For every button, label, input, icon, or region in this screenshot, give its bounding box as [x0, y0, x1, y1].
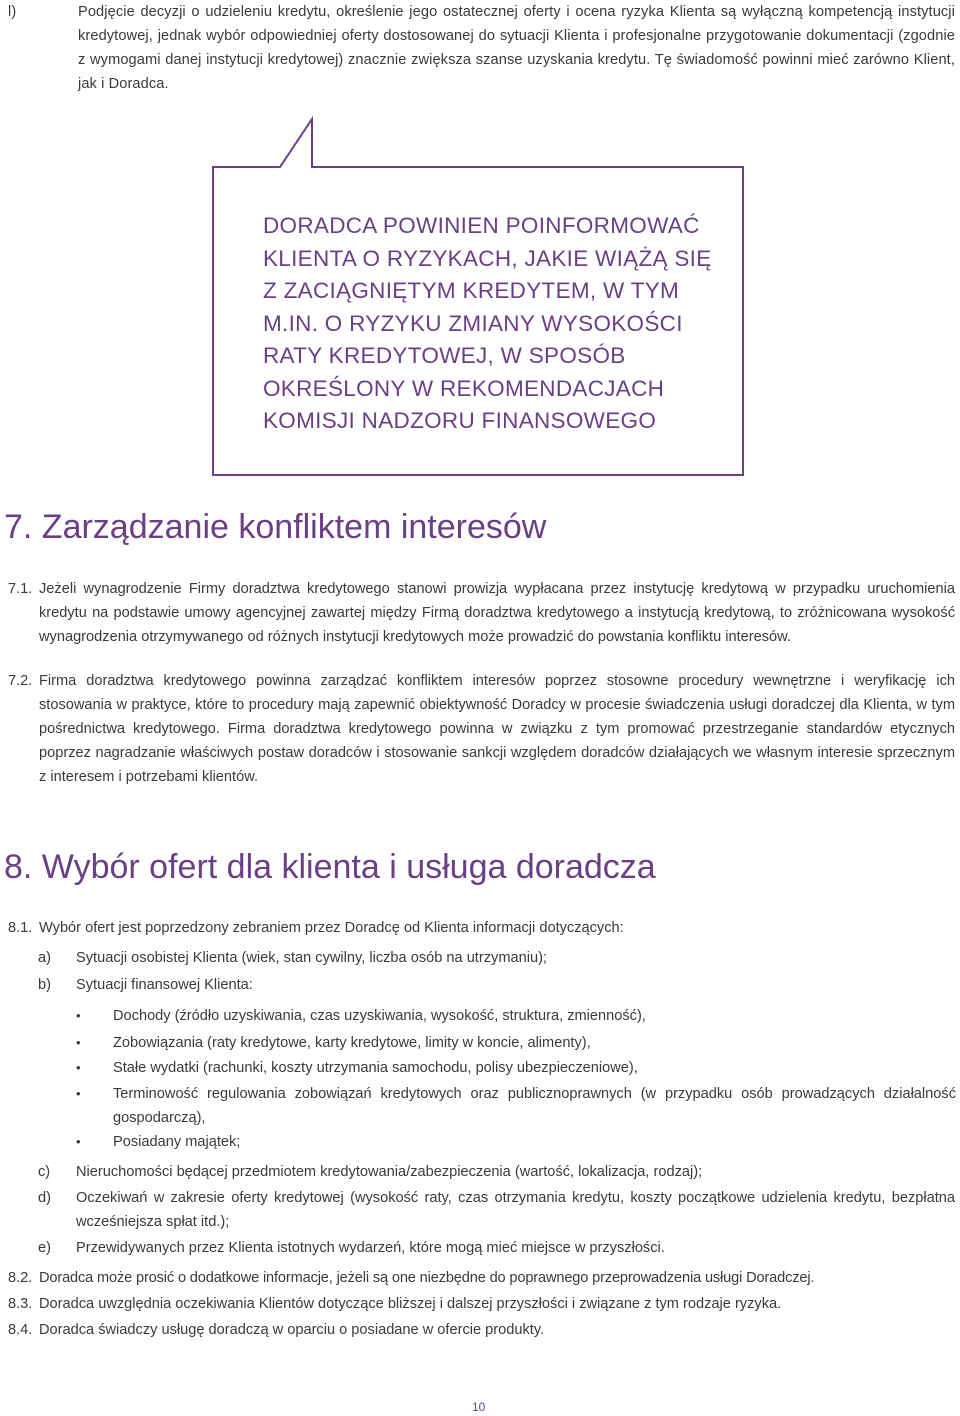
paragraph-7-1 [8, 577, 955, 649]
list-marker: a) [38, 950, 51, 966]
bullet-marker: • [76, 1134, 81, 1149]
paragraph-text: Doradca świadczy usługę doradczą w oparciu o posiadane w ofercie produkty. [39, 1322, 545, 1338]
bullet-text: Dochody (źródło uzyskiwania, czas uzyskiwania, wysokość, struktura, zmienność), [113, 1008, 646, 1024]
bullet-marker: • [76, 1035, 81, 1050]
bullet-text: Posiadany majątek; [113, 1134, 241, 1150]
list-marker: l) [8, 4, 17, 20]
bullet-item [76, 1082, 956, 1130]
bullet-text: Terminowość regulowania zobowiązań kredytowych oraz publicznoprawnych (w przypadku osób prowadzących działalność gospodarczą), [113, 1086, 956, 1126]
callout-line: OKREŚLONY W REKOMENDACJACH [263, 375, 665, 401]
paragraph-7-2 [8, 669, 955, 789]
callout-line: KOMISJI NADZORU FINANSOWEGO [263, 408, 657, 433]
bullet-item [76, 1004, 956, 1028]
callout-line: KLIENTA O RYZYKACH, JAKIE WIĄŻĄ SIĘ [263, 245, 712, 271]
paragraph-text: Podjęcie decyzji o udzieleniu kredytu, określenie jego ostatecznej oferty i ocena ryzyka Klienta są wyłączną kompetencją instytucji kredytowej, jednak wybór odpowiedniej oferty dostosowanej do sytuacji Klienta i profesjonalne przygotowanie dokumentacji (zgodnie z wymogami danej instytucji kredytowej) znacznie zwiększa szanse uzyskania kredytu. Tę świadomość powinni mieć zarówno Klient, jak i Doradca. [78, 4, 955, 92]
section-7-heading: 7. Zarządzanie konfliktem interesów [4, 508, 547, 546]
bullet-text: Stałe wydatki (rachunki, koszty utrzymania samochodu, polisy ubezpieczeniowe), [113, 1060, 638, 1076]
paragraph-number: 7.2. [8, 673, 33, 689]
section-8-heading: 8. Wybór ofert dla klienta i usługa doradcza [4, 848, 656, 886]
bullet-item [76, 1130, 956, 1154]
list-item-d [38, 1186, 955, 1234]
paragraph-number: 8.2. [8, 1270, 33, 1286]
paragraph-text: Jeżeli wynagrodzenie Firmy doradztwa kredytowego stanowi prowizja wypłacana przez instytucję kredytową w przypadku uruchomienia kredytu na podstawie umowy agencyjnej zawartej między Firmą doradztwa kredytowego a instytucją kredytową, to zróżnicowana wysokość wynagrodzenia otrzymywanego od różnych instytucji kredytowych może prowadzić do powstania konfliktu interesów. [39, 581, 955, 645]
paragraph-number: 8.3. [8, 1296, 33, 1312]
paragraph-8-3 [8, 1292, 955, 1316]
list-marker: c) [38, 1164, 51, 1180]
callout-text [263, 210, 733, 438]
paragraph-8-1 [8, 916, 955, 940]
bullet-marker: • [76, 1060, 81, 1075]
list-item-e [38, 1236, 955, 1260]
paragraph-number: 8.1. [8, 920, 33, 936]
paragraph-8-2 [8, 1266, 960, 1290]
paragraph-text: Firma doradztwa kredytowego powinna zarządzać konfliktem interesów poprzez stosowne procedury wewnętrzne i weryfikację ich stosowania w praktyce, które to procedury mają zapewnić obiektywność Doradcy w procesie świadczenia usługi doradczej dla Klienta, w tym pośrednictwa kredytowego. Firma doradztwa kredytowego powinna w związku z tym promować przestrzeganie standardów etycznych poprzez nagradzanie właściwych postaw doradców i stosowanie sankcji względem doradców działających we własnym interesie sprzecznym z interesem i potrzebami klientów. [39, 673, 955, 785]
list-item-b [38, 973, 955, 997]
list-text: Nieruchomości będącej przedmiotem kredytowania/zabezpieczenia (wartość, lokalizacja, rodzaj); [76, 1164, 703, 1180]
list-text: Oczekiwań w zakresie oferty kredytowej (wysokość raty, czas otrzymania kredytu, koszty początkowe udzielenia kredytu, bezpłatna wcześniejsza spłat itd.); [76, 1190, 955, 1230]
paragraph-text: Wybór ofert jest poprzedzony zebraniem przez Doradcę od Klienta informacji dotyczących: [39, 920, 624, 936]
list-item-a [38, 946, 955, 970]
bullet-marker: • [76, 1086, 81, 1101]
bullet-marker: • [76, 1008, 81, 1023]
callout-line: DORADCA POWINIEN POINFORMOWAĆ [263, 213, 700, 238]
callout-line: Z ZACIĄGNIĘTYM KREDYTEM, W TYM [263, 278, 680, 303]
list-item-l [8, 0, 955, 96]
bullet-text: Zobowiązania (raty kredytowe, karty kredytowe, limity w koncie, alimenty), [113, 1035, 591, 1051]
list-marker: b) [38, 977, 51, 993]
paragraph-number: 8.4. [8, 1322, 33, 1338]
bullet-item [76, 1031, 956, 1055]
callout-line: RATY KREDYTOWEJ, W SPOSÓB [263, 343, 626, 368]
list-item-c [38, 1160, 955, 1184]
callout-line: M.IN. O RYZYKU ZMIANY WYSOKOŚCI [263, 310, 683, 336]
paragraph-8-4 [8, 1318, 955, 1342]
paragraph-number: 7.1. [8, 581, 33, 597]
paragraph-text: Doradca uwzględnia oczekiwania Klientów dotyczące bliższej i dalszej przyszłości i związane z tym rodzaje ryzyka. [39, 1296, 782, 1312]
bullet-item [76, 1056, 956, 1080]
list-text: Przewidywanych przez Klienta istotnych wydarzeń, które mogą mieć miejsce w przyszłości. [76, 1240, 665, 1256]
page-number: 10 [472, 1400, 486, 1414]
list-marker: d) [38, 1190, 51, 1206]
list-text: Sytuacji finansowej Klienta: [76, 977, 253, 993]
list-text: Sytuacji osobistej Klienta (wiek, stan cywilny, liczba osób na utrzymaniu); [76, 950, 547, 966]
list-marker: e) [38, 1240, 51, 1256]
paragraph-text: Doradca może prosić o dodatkowe informacje, jeżeli są one niezbędne do poprawnego przeprowadzenia usługi Doradczej. [39, 1270, 815, 1286]
